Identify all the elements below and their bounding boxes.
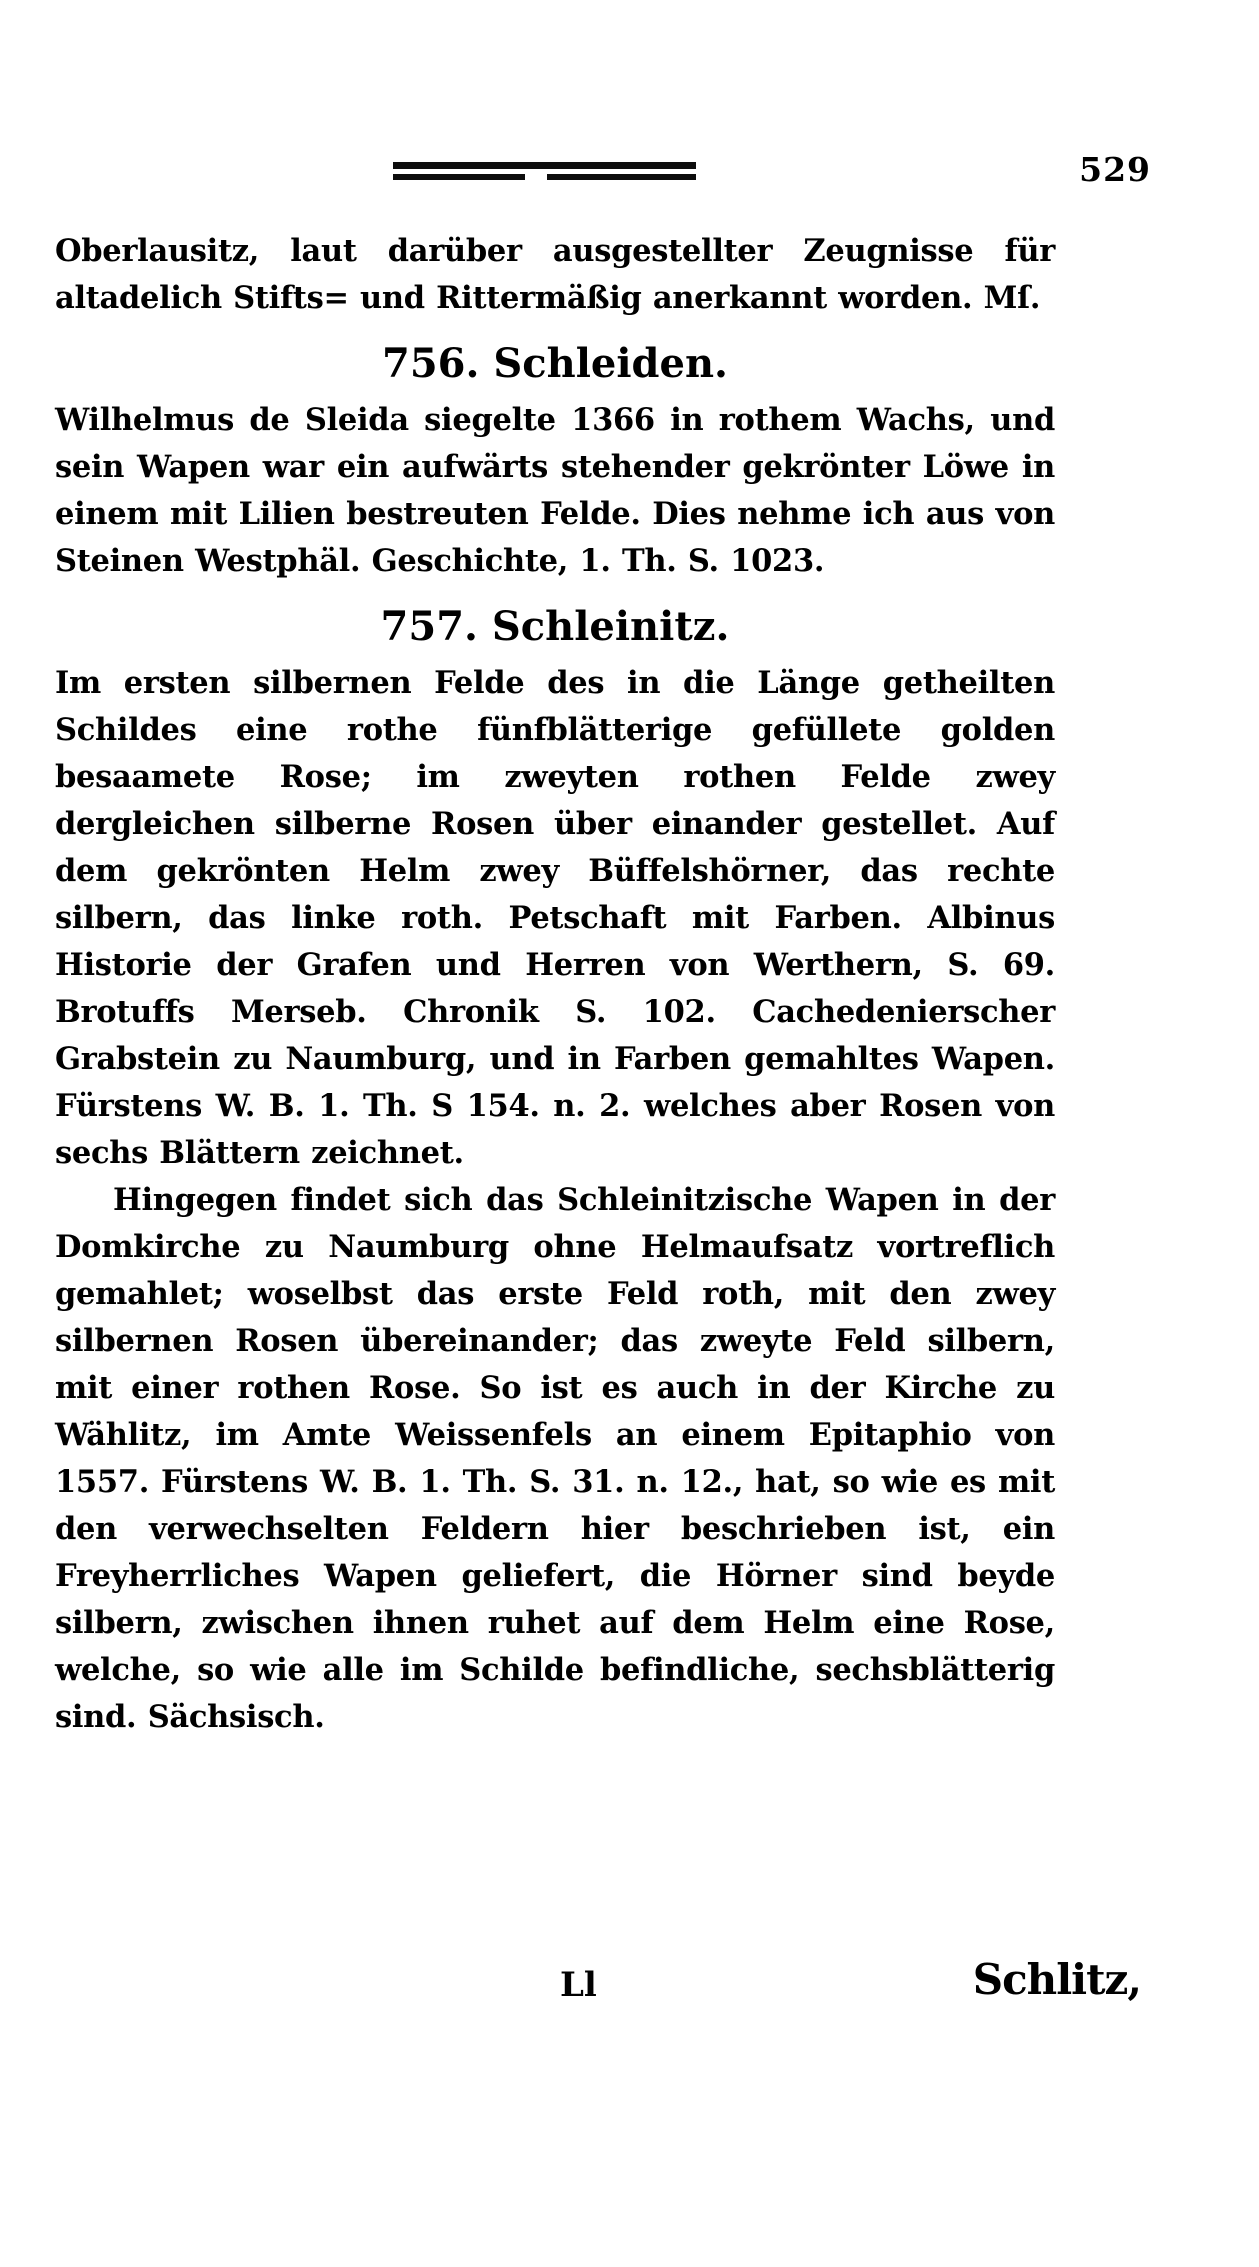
entry-number-757: 757. [380, 603, 478, 650]
page-body [55, 228, 1055, 1741]
entry-heading-756 [55, 340, 1055, 387]
entry-title-756: Schleiden. [493, 340, 728, 387]
entry-757-paragraph-1: Im ersten silbernen Felde des in die Länge getheilten Schildes eine rothe fünfblätterige gefüllete golden besaamete Rose; im zweyten rothen Felde zwey dergleichen silberne Rosen über einander gestellet. Auf dem gekrönten Helm zwey Büffelshörner, das rechte silbern, das linke roth. Petschaft mit Farben. Albinus Historie der Grafen und Herren von Werthern, S. 69. Brotuffs Merseb. Chronik S. 102. Cachedenierscher Grabstein zu Naumburg, und in Farben gemahltes Wapen. Fürstens W. B. 1. Th. S 154. n. 2. welches aber Rosen von sechs Blättern zeichnet. [55, 665, 1055, 1171]
signature-mark: Ll [560, 1965, 597, 2005]
continued-paragraph: Oberlausitz, laut darüber ausgestellter Zeugnisse für altadelich Stifts= und Rittermäßig anerkannt worden. Mſ. [55, 233, 1055, 316]
entry-heading-757 [55, 603, 1055, 650]
page-number: 529 [1079, 150, 1151, 189]
entry-757-paragraph-2: Hingegen findet sich das Schleinitzische Wapen in der Domkirche zu Naumburg ohne Helmaufsatz vortreflich gemahlet; woselbst das erste Feld roth, mit den zwey silbernen Rosen übereinander; das zweyte Feld silbern, mit einer rothen Rose. So ist es auch in der Kirche zu Wählitz, im Amte Weissenfels an einem Epitaphio von 1557. Fürstens W. B. 1. Th. S. 31. n. 12., hat, so wie es mit den verwechselten Feldern hier beschrieben ist, ein Freyherrliches Wapen geliefert, die Hörner sind beyde silbern, zwischen ihnen ruhet auf dem Helm eine Rose, welche, so wie alle im Schilde befindliche, sechsblätterig sind. Sächsisch. [55, 1182, 1055, 1735]
header-rule-segmented [393, 174, 696, 180]
catchword: Schlitz, [972, 1955, 1141, 2004]
page-footer [0, 1955, 1259, 2045]
header-rule-ornament [393, 162, 696, 180]
entry-title-757: Schleinitz. [491, 603, 730, 650]
page-header [0, 140, 1259, 210]
entry-number-756: 756. [382, 340, 480, 387]
header-rule-thick [393, 162, 696, 169]
entry-756-paragraph-1: Wilhelmus de Sleida siegelte 1366 in rothem Wachs, und sein Wapen war ein aufwärts stehender gekrönter Löwe in einem mit Lilien bestreuten Felde. Dies nehme ich aus von Steinen Westphäl. Geschichte, 1. Th. S. 1023. [55, 402, 1055, 579]
